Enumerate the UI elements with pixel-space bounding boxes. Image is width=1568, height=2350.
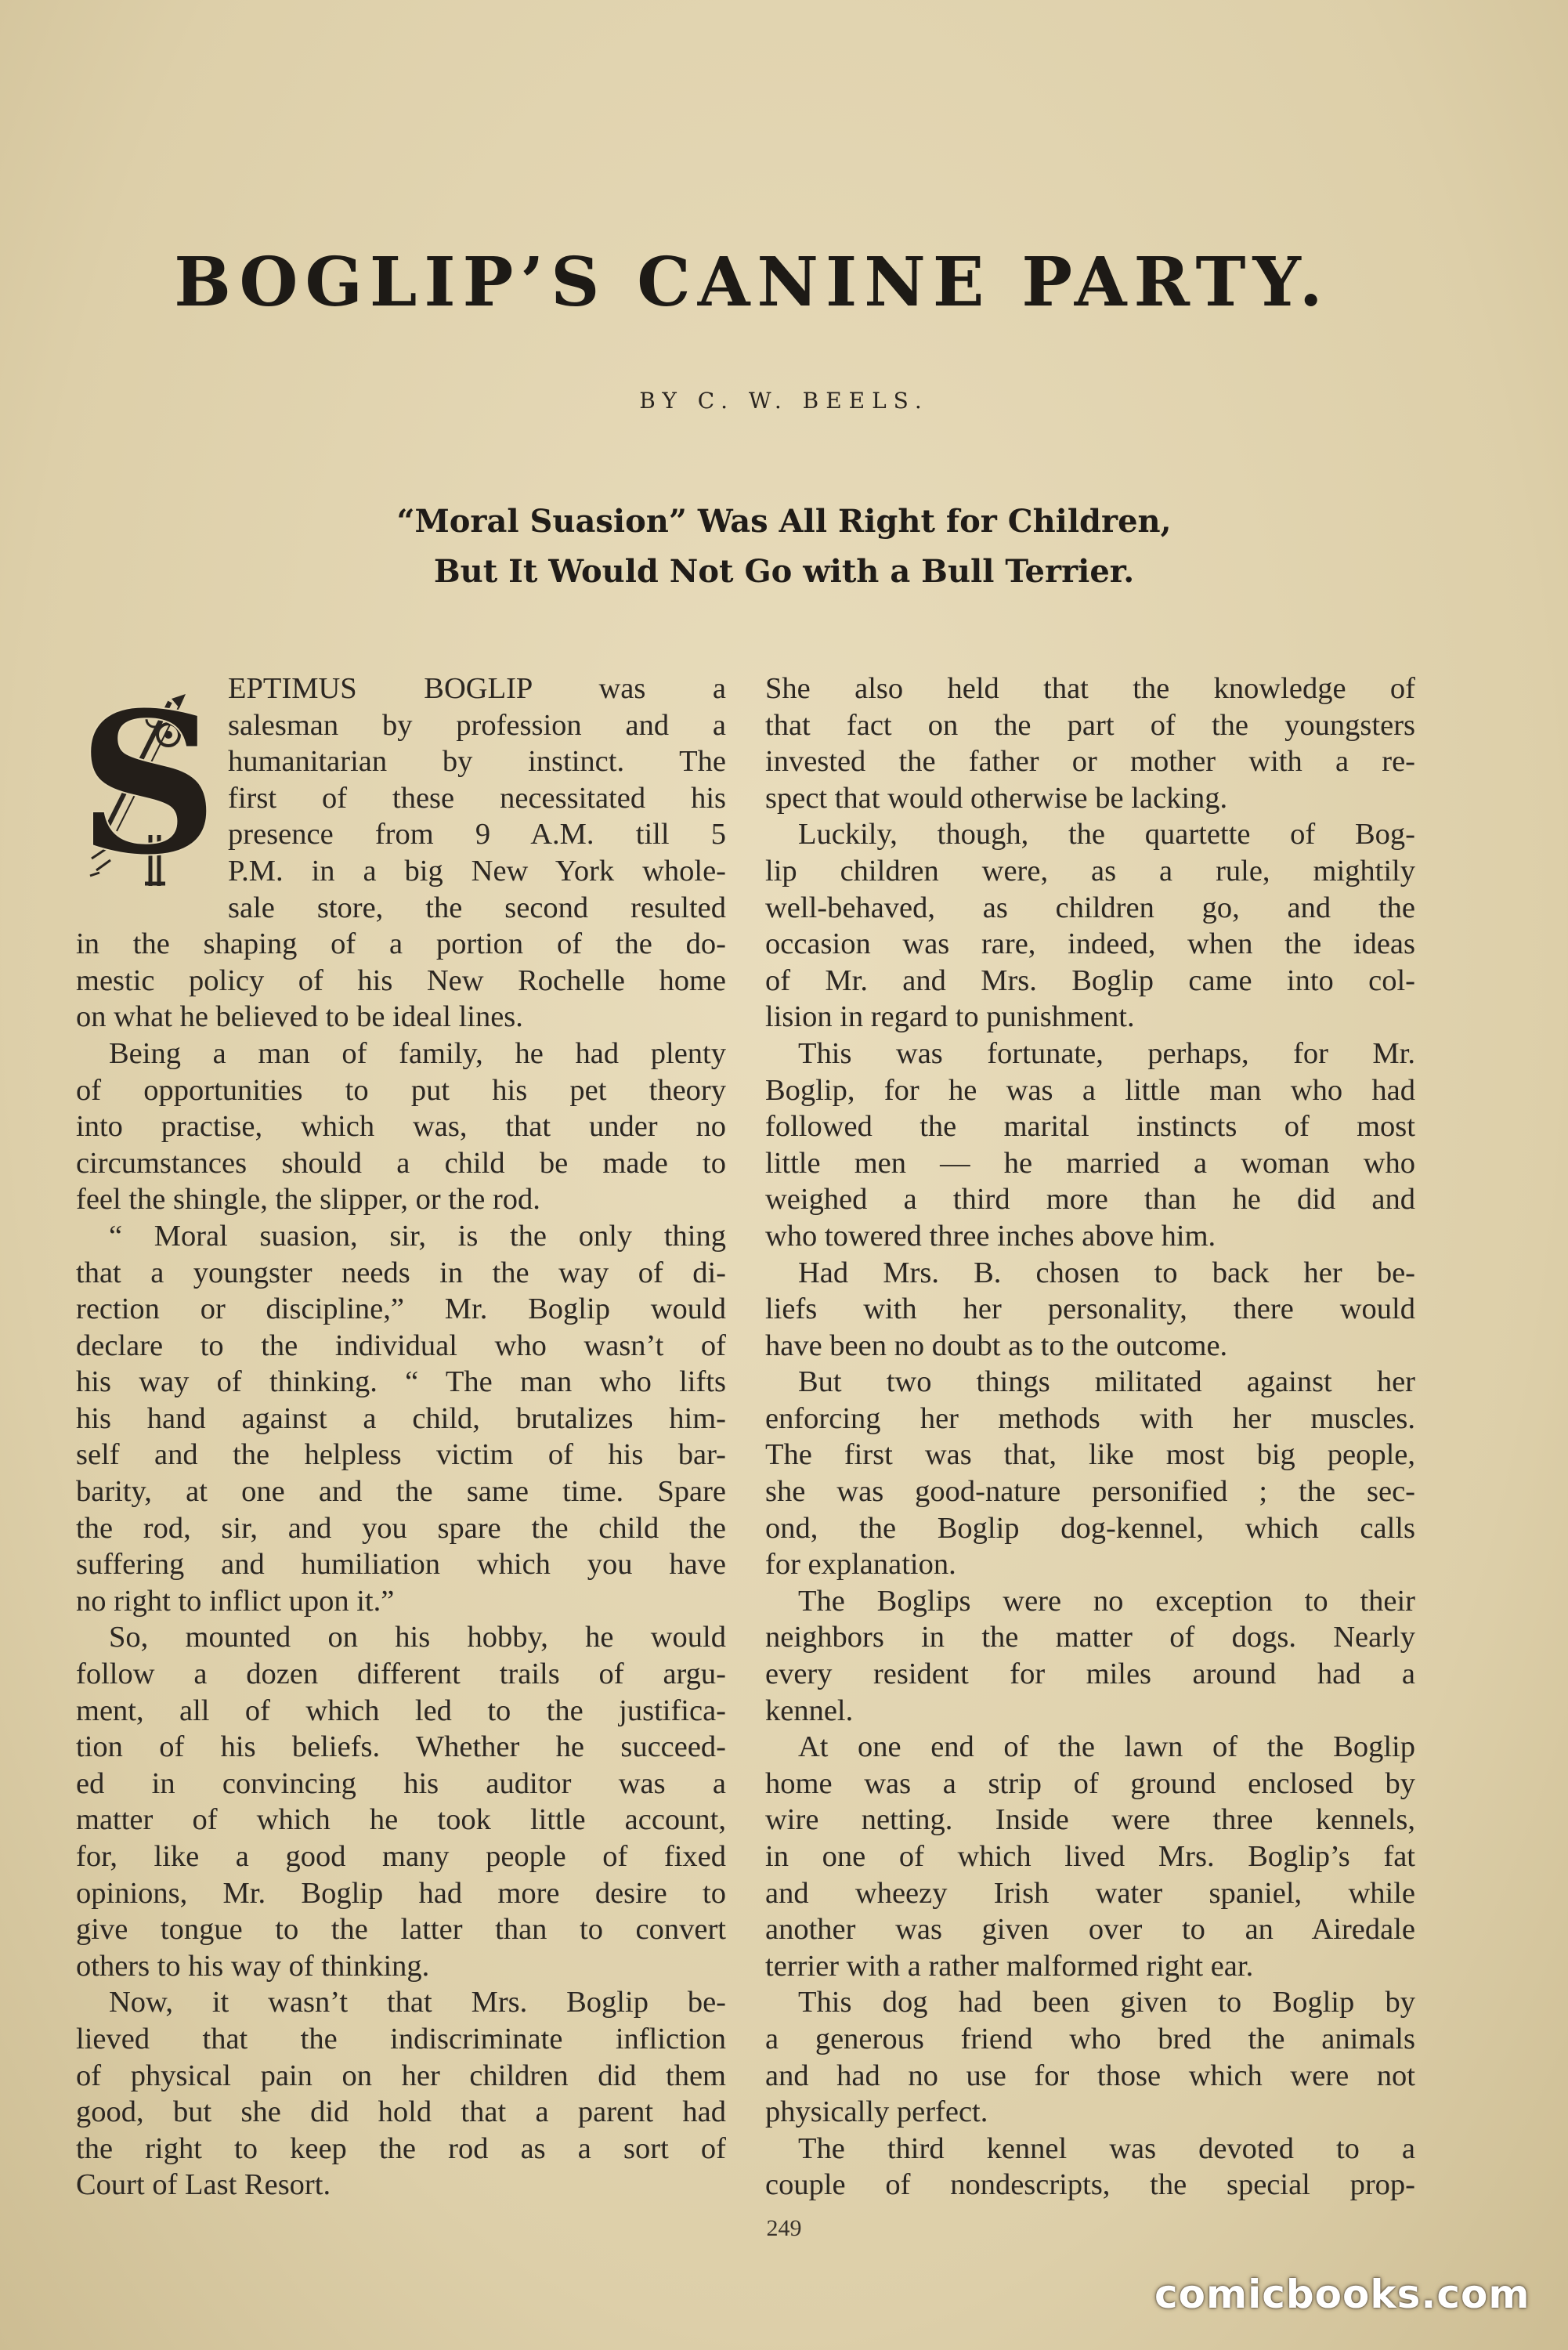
text-line: home was a strip of ground enclosed by [765,1766,1415,1800]
text-line: enforcing her methods with her muscles. [765,1401,1415,1435]
text-line: weighed a third more than he did and [765,1183,1415,1217]
text-line: Had Mrs. B. chosen to back her be- [798,1256,1415,1289]
drop-cap-ornament-icon [76,671,220,890]
text-line: EPTIMUS BOGLIP was a [228,672,726,705]
text-line: sale store, the second resulted [228,891,726,924]
text-line: good, but she did hold that a parent had [76,2095,726,2129]
text-line: lision in regard to punishment. [765,1000,1135,1034]
text-line: follow a dozen different trails of argu- [76,1658,726,1691]
text-line: terrier with a rather malformed right ear. [765,1949,1254,1983]
text-line: followed the marital instincts of most [765,1110,1415,1144]
text-line: on what he believed to be ideal lines. [76,1000,523,1034]
text-line: Court of Last Resort. [76,2168,331,2202]
site-watermark: comicbooks.com [1154,2272,1530,2317]
text-line: Boglip, for he was a little man who had [765,1073,1415,1107]
text-line: a generous friend who bred the animals [765,2022,1415,2055]
left-column [76,671,726,2204]
text-line: feel the shingle, the slipper, or the rod. [76,1183,540,1217]
text-line: “ Moral suasion, sir, is the only thing [109,1219,726,1253]
text-line: into practise, which was, that under no [76,1110,726,1144]
text-line: his way of thinking. “ The man who lifts [76,1365,726,1399]
article-title: BOGLIP’S CANINE PARTY. [174,243,1330,322]
text-line: spect that would otherwise be lacking. [765,781,1228,815]
drop-cap [76,671,220,890]
text-line: opinions, Mr. Boglip had more desire to [76,1876,726,1910]
text-line: barity, at one and the same time. Spare [76,1475,726,1509]
text-line: others to his way of thinking. [76,1949,430,1983]
article-subheading [0,497,1568,597]
text-line: that a youngster needs in the way of di- [76,1256,726,1289]
text-line: that fact on the part of the youngsters [765,708,1415,742]
text-line: At one end of the lawn of the Boglip [798,1730,1415,1764]
text-line: ment, all of which led to the justifica- [76,1694,726,1727]
text-line: Being a man of family, he had plenty [109,1036,726,1070]
text-line: who towered three inches above him. [765,1219,1216,1253]
text-line: But two things militated against her [798,1365,1415,1399]
text-line: lieved that the indiscriminate infliction [76,2022,726,2055]
text-line: neighbors in the matter of dogs. Nearly [765,1621,1415,1654]
text-line: first of these necessitated his [228,781,726,815]
text-line: mestic policy of his New Rochelle home [76,964,726,997]
text-line: well-behaved, as children go, and the [765,891,1415,924]
text-line: of opportunities to put his pet theory [76,1073,726,1107]
text-line: So, mounted on his hobby, he would [109,1621,726,1654]
text-line: The first was that, like most big people, [765,1438,1415,1472]
text-line: presence from 9 A.M. till 5 [228,818,726,851]
text-line: physically perfect. [765,2095,988,2129]
text-line: invested the father or mother with a re- [765,745,1415,779]
author-byline: BY C. W. BEELS. [639,388,929,414]
text-line: circumstances should a child be made to [76,1146,726,1180]
text-line: Now, it wasn’t that Mrs. Boglip be- [109,1986,726,2019]
text-line: liefs with her personality, there would [765,1292,1415,1326]
text-line: have been no doubt as to the outcome. [765,1329,1228,1362]
text-line: ond, the Boglip dog-kennel, which calls [765,1511,1415,1545]
text-line: tion of his beliefs. Whether he succeed- [76,1730,726,1764]
text-line: she was good-nature personified ; the sec- [765,1475,1415,1509]
text-line: This was fortunate, perhaps, for Mr. [798,1036,1415,1070]
text-line: his hand against a child, brutalizes him- [76,1401,726,1435]
text-line: lip children were, as a rule, mightily [765,854,1415,888]
text-line: of physical pain on her children did them [76,2059,726,2092]
left-column-text [76,671,726,2204]
subheading-line-1: “Moral Suasion” Was All Right for Children, [396,503,1172,540]
text-line: Luckily, though, the quartette of Bog- [798,818,1415,851]
text-line: self and the helpless victim of his bar- [76,1438,726,1472]
right-column [765,671,1415,2204]
text-line: ed in convincing his auditor was a [76,1766,726,1800]
text-line: suffering and humiliation which you have [76,1548,726,1582]
text-line: rection or discipline,” Mr. Boglip would [76,1292,726,1326]
text-line: the rod, sir, and you spare the child the [76,1511,726,1545]
text-line: of Mr. and Mrs. Boglip came into col- [765,964,1415,997]
text-line: This dog had been given to Boglip by [798,1986,1415,2019]
text-line: in the shaping of a portion of the do- [76,927,726,961]
text-line: and had no use for those which were not [765,2059,1415,2092]
page-number: 249 [766,2215,802,2241]
text-line: The Boglips were no exception to their [798,1584,1415,1618]
text-line: give tongue to the latter than to convert [76,1913,726,1947]
text-line: the right to keep the rod as a sort of [76,2131,726,2165]
text-line: She also held that the knowledge of [765,672,1415,705]
text-line: kennel. [765,1694,854,1727]
text-line: declare to the individual who wasn’t of [76,1329,726,1362]
text-line: matter of which he took little account, [76,1803,726,1837]
text-line: The third kennel was devoted to a [798,2131,1415,2165]
text-line: every resident for miles around had a [765,1658,1415,1691]
text-line: no right to inflict upon it.” [76,1584,395,1618]
text-line: for, like a good many people of fixed [76,1840,726,1873]
text-line: wire netting. Inside were three kennels, [765,1803,1415,1837]
svg-text:S: S [77,671,219,890]
text-line: another was given over to an Airedale [765,1913,1415,1947]
right-column-text [765,671,1415,2204]
text-line: for explanation. [765,1548,956,1582]
text-line: and wheezy Irish water spaniel, while [765,1876,1415,1910]
text-line: in one of which lived Mrs. Boglip’s fat [765,1840,1415,1873]
subheading-line-2: But It Would Not Go with a Bull Terrier. [433,553,1135,590]
text-line: P.M. in a big New York whole- [228,854,726,888]
text-line: humanitarian by instinct. The [228,745,726,779]
text-line: occasion was rare, indeed, when the ideas [765,927,1415,961]
text-line: couple of nondescripts, the special prop- [765,2168,1415,2202]
text-line: salesman by profession and a [228,708,726,742]
text-line: little men — he married a woman who [765,1146,1415,1180]
